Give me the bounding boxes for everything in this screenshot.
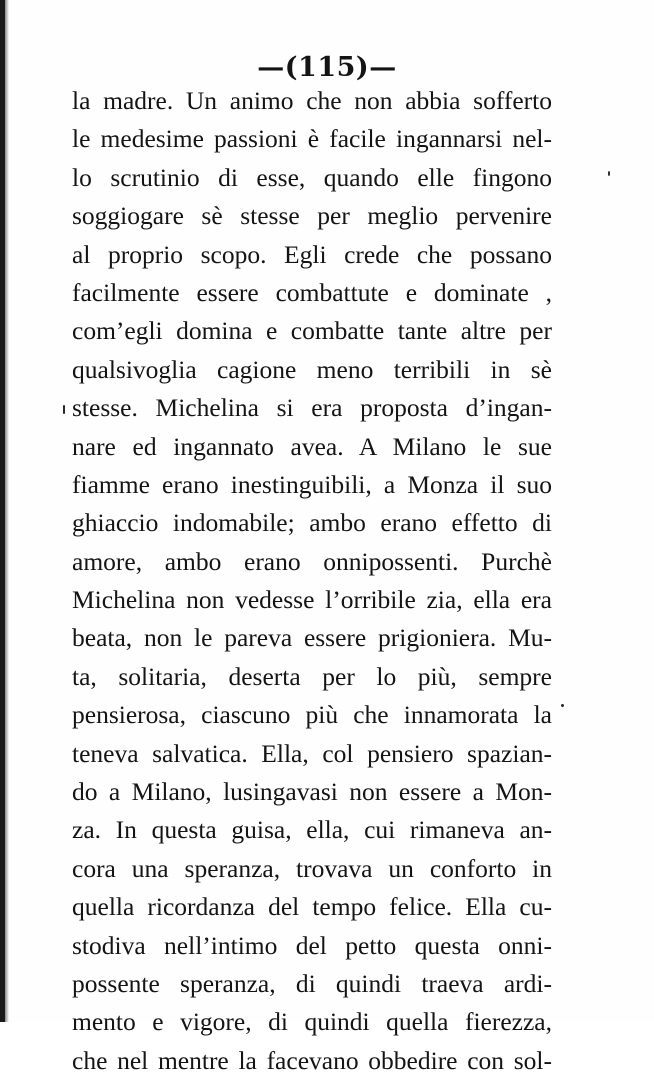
paper-speck (608, 171, 610, 176)
text-line: com’egli domina e combatte tante altre per (72, 316, 552, 346)
text-line: pensierosa, ciascuno più che innamorata la (72, 700, 552, 730)
text-line: stesse. Michelina si era proposta d’ingan- (72, 393, 552, 423)
page-number: —(115)— (257, 52, 397, 83)
text-line: che nel mentre la facevano obbedire con sol- (72, 1045, 552, 1075)
text-line: ghiaccio indomabile; ambo erano effetto di (72, 508, 552, 538)
text-line: facilmente essere combattute e dominate , (72, 277, 552, 307)
text-line: stodiva nell’intimo del petto questa onni- (72, 930, 552, 960)
text-line: beata, non le pareva essere prigioniera. Mu- (72, 623, 552, 653)
text-line: quella ricordanza del tempo felice. Ella cu- (72, 892, 552, 922)
text-line: cora una speranza, trovava un conforto in (72, 853, 552, 883)
text-line: za. In questa guisa, ella, cui rimaneva an- (72, 815, 552, 845)
text-line: soggiogare sè stesse per meglio pervenire (72, 201, 552, 231)
body-text (72, 82, 552, 1080)
text-line: do a Milano, lusingavasi non essere a Mon- (72, 777, 552, 807)
text-line: qualsivoglia cagione meno terribili in sè (72, 354, 552, 384)
text-line: amore, ambo erano onnipossenti. Purchè (72, 546, 552, 576)
text-line: la madre. Un animo che non abbia sofferto (72, 86, 552, 115)
paper-speck (63, 405, 65, 414)
text-line: Michelina non vedesse l’orribile zia, ella era (72, 585, 552, 615)
text-line: al proprio scopo. Egli crede che possano (72, 239, 552, 269)
text-line: possente speranza, di quindi traeva ardi- (72, 968, 552, 998)
text-line: teneva salvatica. Ella, col pensiero spazian- (72, 738, 552, 768)
text-line: fiamme erano inestinguibili, a Monza il suo (72, 469, 552, 499)
page-spine-shadow (5, 0, 9, 1022)
text-line: mento e vigore, di quindi quella fierezza, (72, 1007, 552, 1037)
paper-speck (561, 704, 564, 707)
text-line: le medesime passioni è facile ingannarsi nel- (72, 124, 552, 154)
text-line: ta, solitaria, deserta per lo più, sempre (72, 661, 552, 691)
text-line: lo scrutinio di esse, quando elle fingono (72, 162, 552, 192)
text-line: nare ed ingannato avea. A Milano le sue (72, 431, 552, 461)
